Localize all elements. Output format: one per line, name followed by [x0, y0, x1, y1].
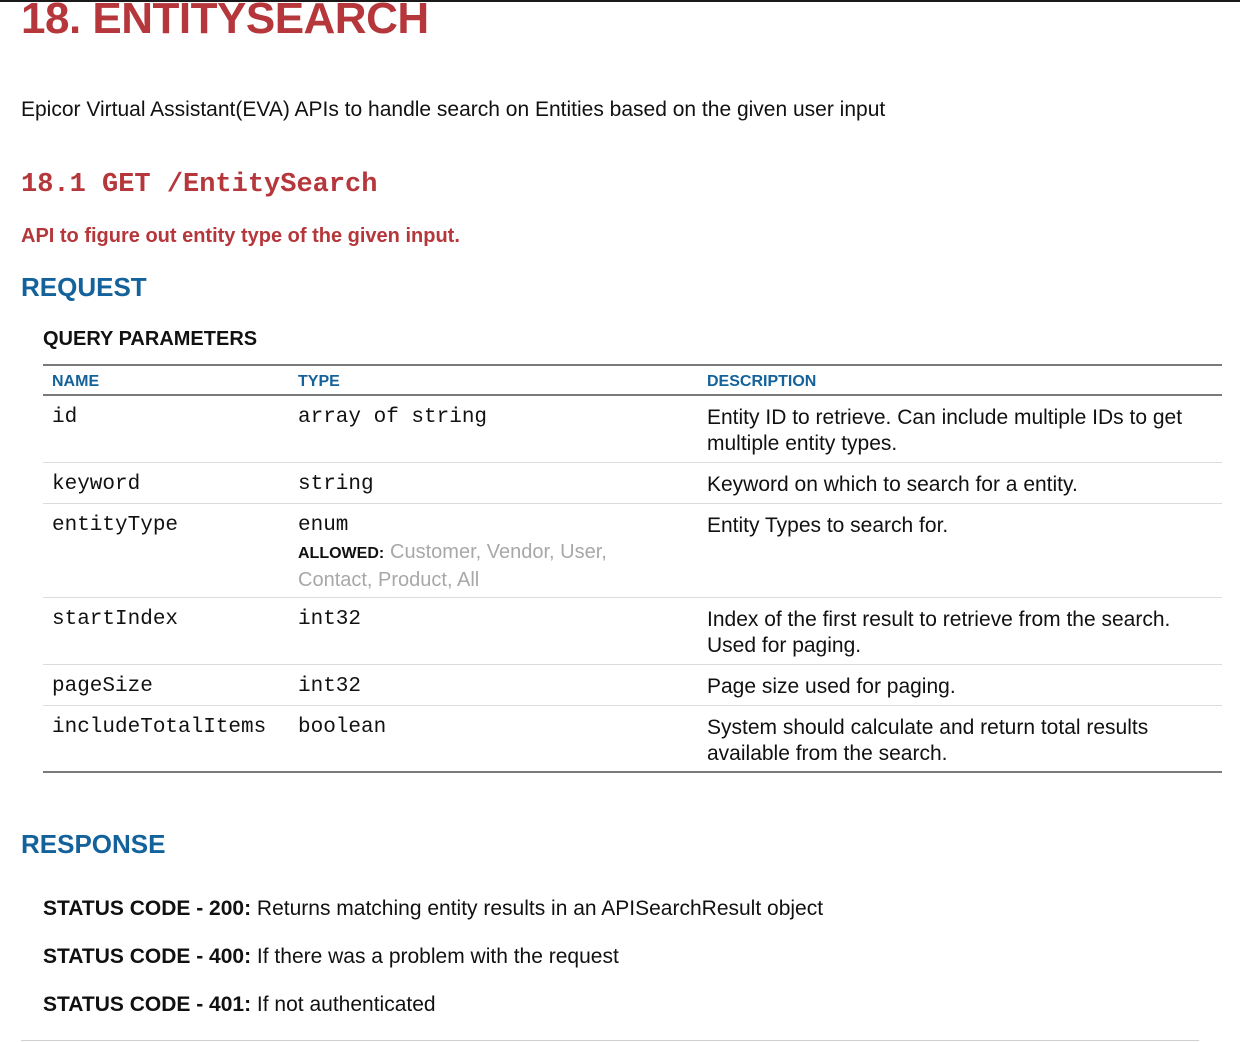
param-type: int32	[289, 664, 698, 705]
column-header-type: TYPE	[289, 365, 698, 395]
status-text: If not authenticated	[251, 993, 436, 1016]
param-description: Entity ID to retrieve. Can include multiple IDs to get multiple entity types.	[698, 395, 1222, 462]
query-parameters-table	[43, 364, 1222, 773]
param-type-cell	[289, 503, 698, 597]
param-type: enum	[298, 513, 349, 537]
status-code: STATUS CODE - 401:	[43, 993, 252, 1016]
status-line-401	[43, 993, 436, 1017]
allowed-values-block	[298, 539, 698, 593]
column-header-name: NAME	[43, 365, 289, 395]
param-name: pageSize	[43, 664, 289, 705]
status-text: If there was a problem with the request	[251, 945, 619, 968]
column-header-description: DESCRIPTION	[698, 365, 1222, 395]
table-row	[43, 705, 1222, 772]
table-row	[43, 597, 1222, 664]
table-row	[43, 503, 1222, 597]
table-row	[43, 395, 1222, 462]
param-type: int32	[289, 597, 698, 664]
param-type: array of string	[289, 395, 698, 462]
endpoint-heading: 18.1 GET /EntitySearch	[21, 170, 378, 200]
intro-text: Epicor Virtual Assistant(EVA) APIs to handle search on Entities based on the given user input	[21, 98, 886, 121]
param-type: boolean	[289, 705, 698, 772]
table-row	[43, 462, 1222, 503]
status-line-200	[43, 897, 823, 921]
bottom-rule	[21, 1040, 1199, 1041]
status-text: Returns matching entity results in an APISearchResult object	[251, 897, 824, 920]
param-name: includeTotalItems	[43, 705, 289, 772]
param-name: entityType	[43, 503, 289, 597]
table-header-row	[43, 365, 1222, 395]
table-row	[43, 664, 1222, 705]
page-title: 18. ENTITYSEARCH	[21, 0, 429, 43]
param-name: keyword	[43, 462, 289, 503]
response-heading: RESPONSE	[21, 829, 166, 859]
query-parameters-heading: QUERY PARAMETERS	[43, 328, 258, 350]
request-heading: REQUEST	[21, 272, 147, 302]
param-description: Page size used for paging.	[698, 664, 1222, 705]
endpoint-summary: API to figure out entity type of the given input.	[21, 225, 460, 247]
param-name: startIndex	[43, 597, 289, 664]
allowed-label: ALLOWED:	[298, 544, 385, 562]
param-description: Index of the first result to retrieve from the search. Used for paging.	[698, 597, 1222, 664]
param-description: Entity Types to search for.	[698, 503, 1222, 597]
status-code: STATUS CODE - 400:	[43, 945, 252, 968]
param-description	[698, 705, 1222, 772]
allowed-values: Customer, Vendor, User, Contact, Product, All	[298, 540, 607, 591]
param-description: Keyword on which to search for a entity.	[698, 462, 1222, 503]
status-line-400	[43, 945, 619, 969]
param-name: id	[43, 395, 289, 462]
status-code: STATUS CODE - 200:	[43, 897, 252, 920]
param-description-text: System should calculate and return total results available from the search.	[707, 715, 1149, 764]
param-type: string	[289, 462, 698, 503]
